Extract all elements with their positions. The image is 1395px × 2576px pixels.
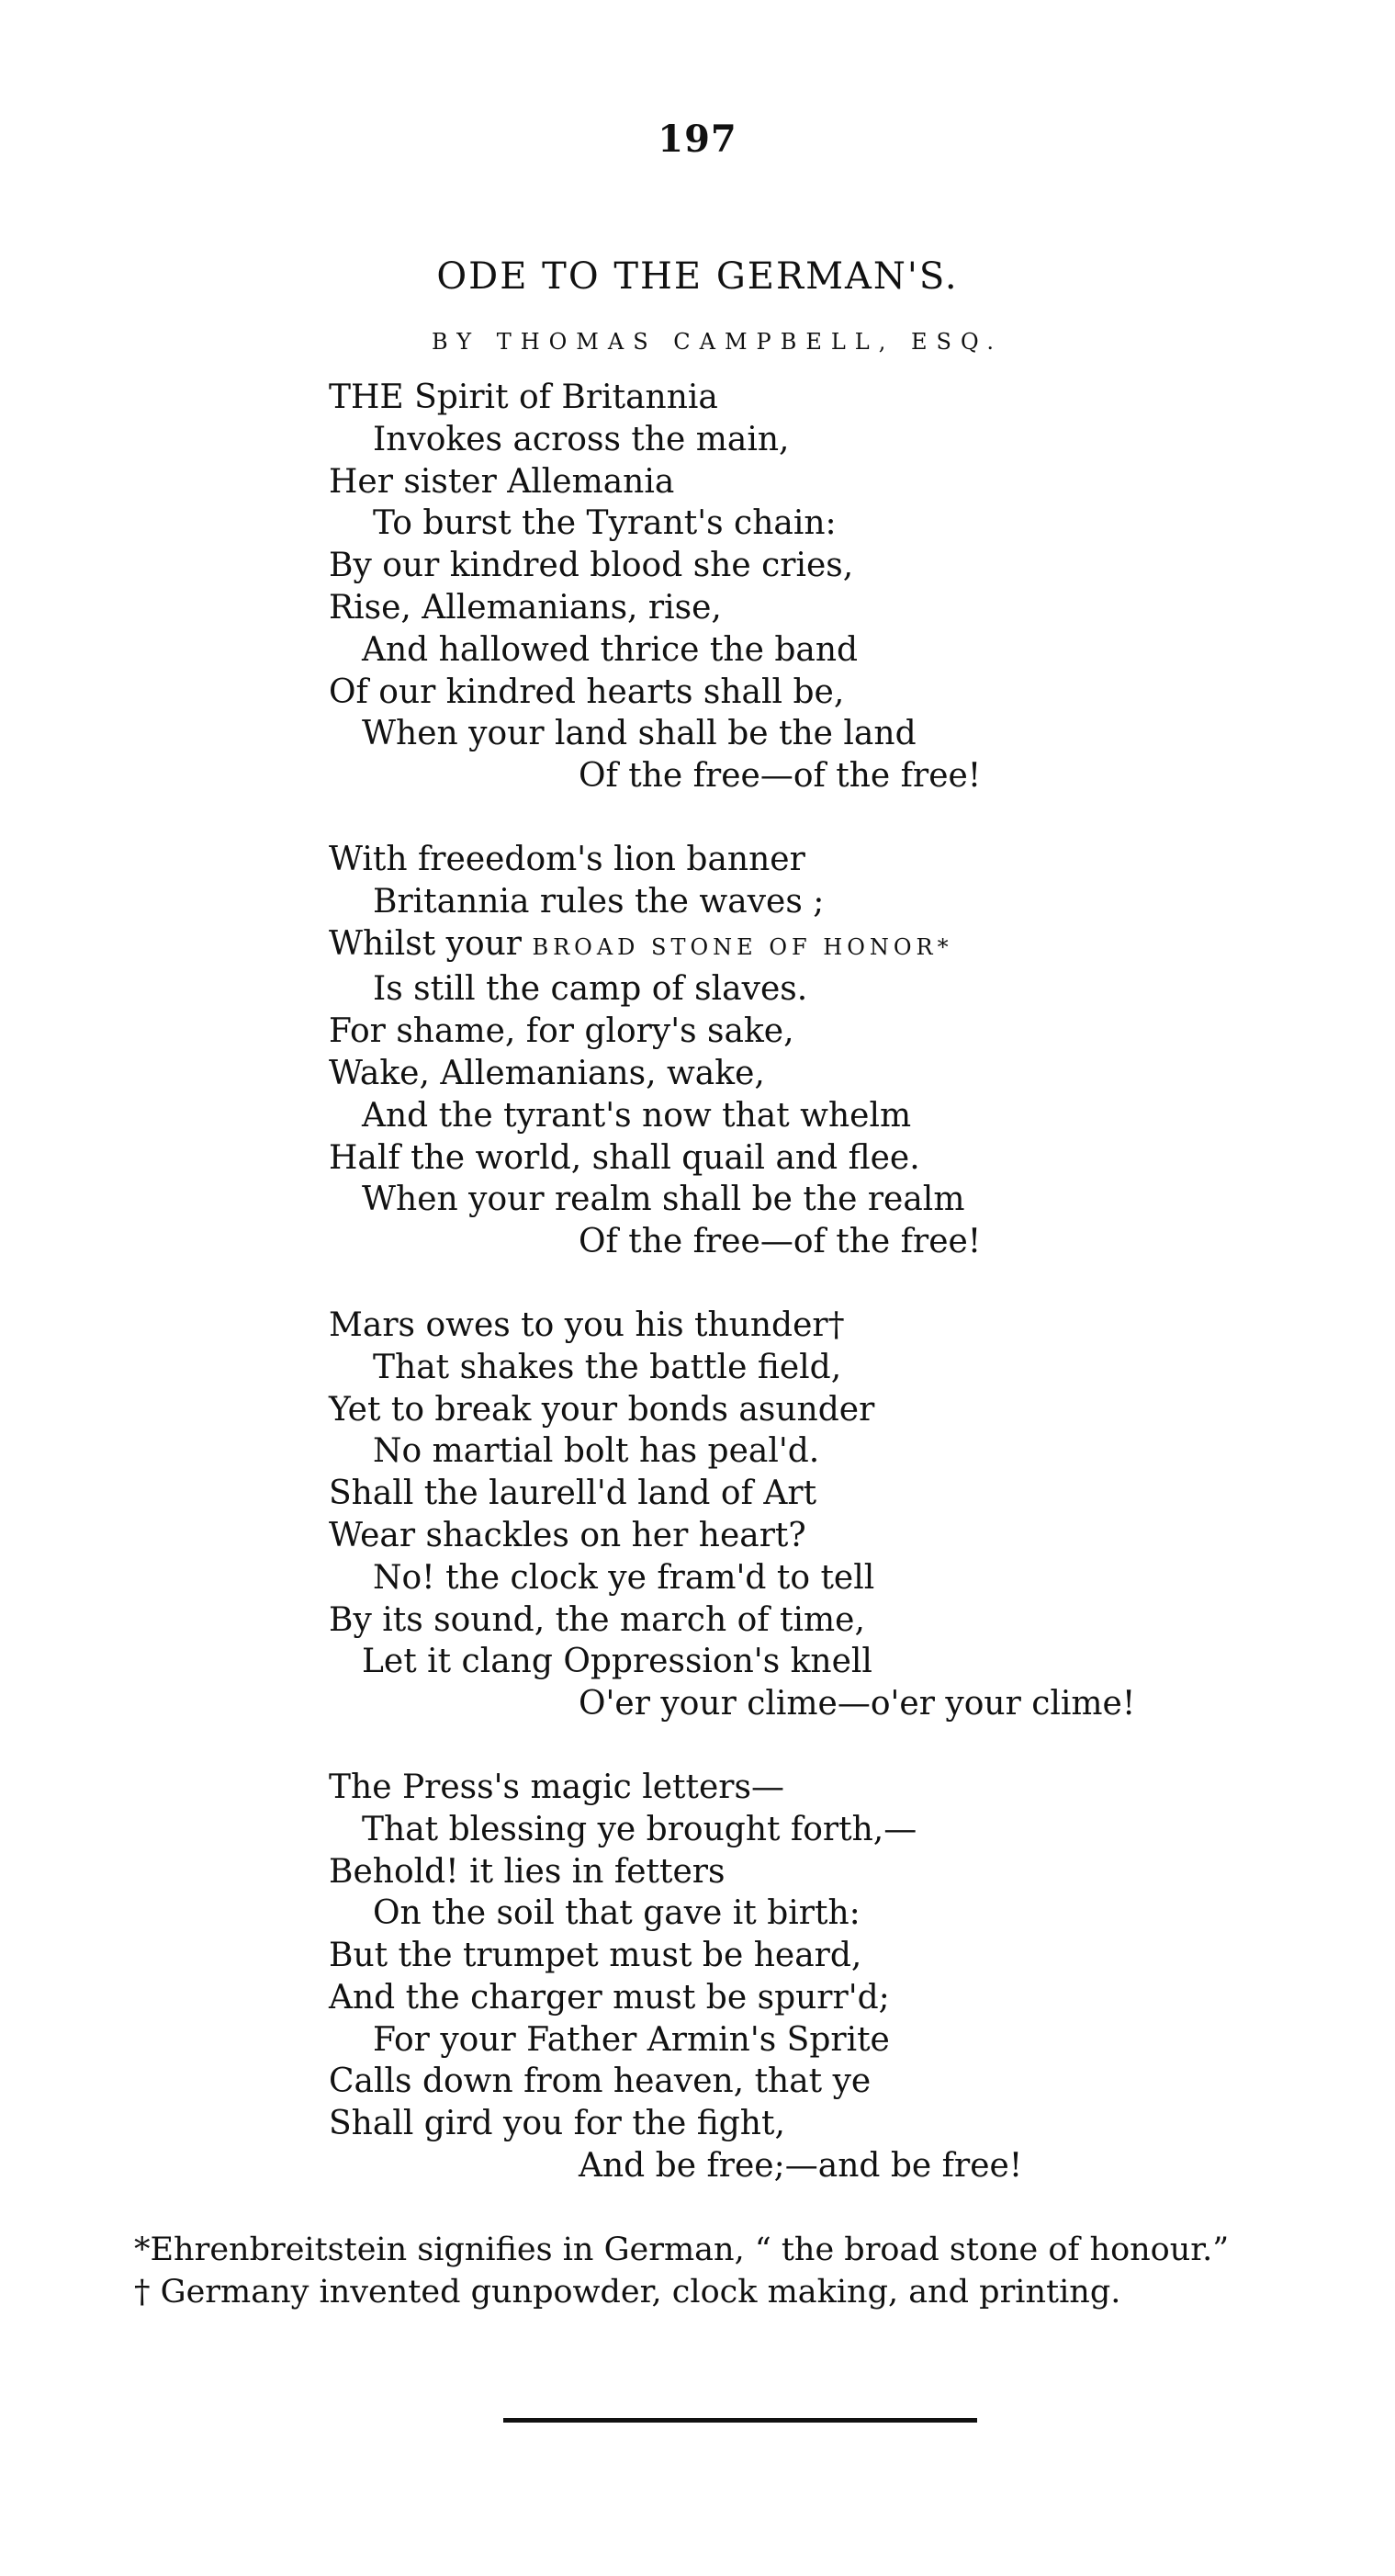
poem-line: Britannia rules the waves ; <box>373 882 825 921</box>
poem-line: That shakes the battle field, <box>373 1348 842 1386</box>
poem-line: For your Father Armin's Sprite <box>373 2020 890 2059</box>
poem-line: But the trumpet must be heard, <box>329 1937 862 1975</box>
smallcaps-phrase: BROAD STONE OF HONOR* <box>532 933 953 960</box>
poem-line: Of the free—of the free! <box>579 1223 982 1261</box>
stanza-4 <box>329 1767 1135 2187</box>
poem-line: Shall the laurell'd land of Art <box>329 1474 817 1513</box>
poem-line: Let it clang Oppression's knell <box>362 1643 872 1681</box>
poem-line: On the soil that gave it birth: <box>373 1894 861 1933</box>
poem-line: Invokes across the main, <box>373 420 790 458</box>
poem-line-text: Whilst your <box>329 924 533 963</box>
poem-line: Wake, Allemanians, wake, <box>329 1054 765 1092</box>
stanza-3 <box>329 1305 1135 1725</box>
poem-line: When your realm shall be the realm <box>362 1181 965 1219</box>
poem-line: By our kindred blood she cries, <box>329 547 854 585</box>
poem-line-with-smallcaps <box>329 923 1135 969</box>
poem-body <box>329 377 1135 2229</box>
poem-line: Wear shackles on her heart? <box>329 1516 806 1554</box>
poem-line: When your land shall be the land <box>362 715 917 753</box>
poem-line: Of our kindred hearts shall be, <box>329 672 845 711</box>
poem-line: And the charger must be spurr'd; <box>329 1978 890 2017</box>
poem-line: And be free;—and be free! <box>579 2147 1023 2186</box>
poem-byline: BY THOMAS CAMPBELL, ESQ. <box>432 329 1004 355</box>
poem-line: O'er your clime—o'er your clime! <box>579 1685 1136 1723</box>
poem-line: By its sound, the march of time, <box>329 1600 865 1639</box>
poem-line: The Press's magic letters— <box>329 1768 784 1806</box>
footnotes <box>134 2229 1229 2313</box>
poem-line: Yet to break your bonds asunder <box>329 1390 875 1429</box>
poem-line: Is still the camp of slaves. <box>373 970 808 1009</box>
poem-line: Rise, Allemanians, rise, <box>329 588 722 627</box>
poem-line: THE Spirit of Britannia <box>329 378 718 416</box>
poem-line: And the tyrant's now that whelm <box>362 1096 912 1135</box>
poem-title: ODE TO THE GERMAN'S. <box>436 255 959 298</box>
poem-line: And hallowed thrice the band <box>362 630 859 669</box>
bottom-rule <box>503 2418 977 2423</box>
poem-line: Of the free—of the free! <box>579 757 982 796</box>
page-number: 197 <box>658 118 737 161</box>
stanza-1 <box>329 377 1135 797</box>
poem-line: Half the world, shall quail and flee. <box>329 1138 920 1177</box>
poem-line: No! the clock ye fram'd to tell <box>373 1558 875 1597</box>
poem-line: For shame, for glory's sake, <box>329 1012 794 1051</box>
poem-line: That blessing ye brought forth,— <box>362 1810 917 1848</box>
poem-line: With freeedom's lion banner <box>329 840 805 878</box>
footnote: † Germany invented gunpowder, clock making, and printing. <box>134 2274 1121 2310</box>
poem-line: To burst the Tyrant's chain: <box>373 504 837 543</box>
poem-line: Mars owes to you his thunder† <box>329 1305 845 1344</box>
poem-line: Behold! it lies in fetters <box>329 1852 726 1891</box>
poem-line: Calls down from heaven, that ye <box>329 2062 872 2101</box>
poem-line: Her sister Allemania <box>329 462 675 501</box>
footnote: *Ehrenbreitstein signifies in German, “ the broad stone of honour.” <box>134 2231 1230 2268</box>
poem-line: No martial bolt has peal'd. <box>373 1432 820 1471</box>
poem-line: Shall gird you for the fight, <box>329 2105 785 2143</box>
stanza-2 <box>329 839 1135 1263</box>
